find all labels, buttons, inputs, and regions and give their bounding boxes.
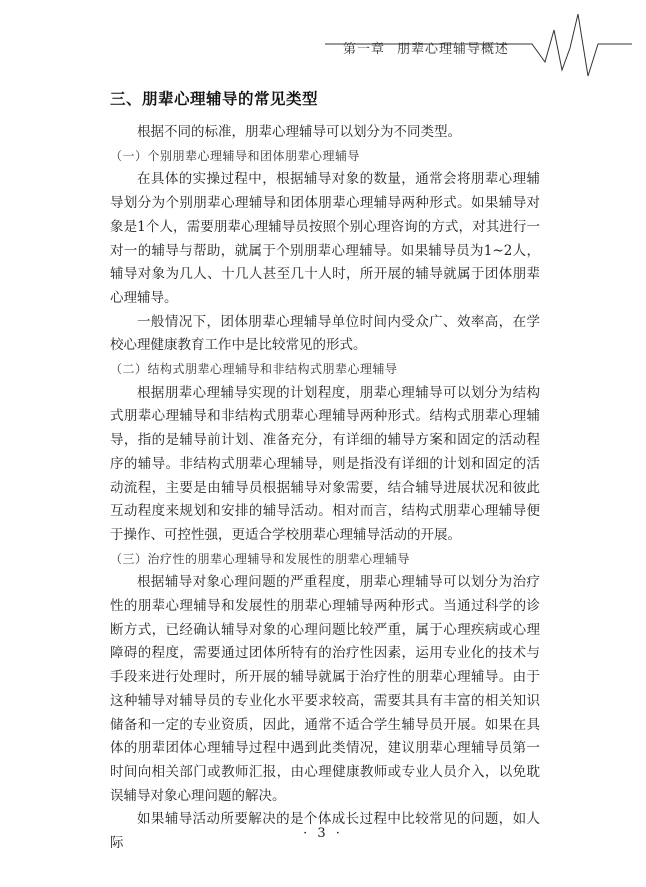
subsection-title-3: （三）治疗性的朋辈心理辅导和发展性的朋辈心理辅导 xyxy=(110,551,411,566)
header-chapter: 第一章 xyxy=(343,42,386,57)
subsection-title-1: （一）个别朋辈心理辅导和团体朋辈心理辅导 xyxy=(110,148,361,163)
main-content xyxy=(110,88,540,856)
header-title xyxy=(343,38,543,57)
section-heading: 三、朋辈心理辅导的常见类型 xyxy=(110,90,319,108)
page-number: · 3 · xyxy=(303,826,343,841)
intro-paragraph: 根据不同的标准，朋辈心理辅导可以划分为不同类型。 xyxy=(137,124,461,140)
subsection-title-2: （二）结构式朋辈心理辅导和非结构式朋辈心理辅导 xyxy=(110,362,398,377)
running-header xyxy=(0,14,646,84)
header-chapter-title: 朋辈心理辅导概述 xyxy=(397,42,510,57)
paragraph-1-2: 一般情况下，团体朋辈心理辅导单位时间内受众广、效率高，在学校心理健康教育工作中是比较常见的形式。 xyxy=(110,313,540,354)
paragraph-3-1: 根据辅导对象心理问题的严重程度，朋辈心理辅导可以划分为治疗性的朋辈心理辅导和发展性的朋辈心理辅导两种形式。当通过科学的诊断方式，已经确认辅导对象的心理问题比较严重，属于心理疾病或心理障碍的程度，需要通过团体所特有的治疗性因素，运用专业化的技术与手段来进行处理时，所开展的辅导就属于治疗性的朋辈心理辅导。由于这种辅导对辅导员的专业化水平要求较高，需要其具有丰富的相关知识储备和一定的专业资质，因此，通常不适合学生辅导员开展。如果在具体的朋辈团体心理辅导过程中遇到此类情况，建议朋辈心理辅导员第一时间向相关部门或教师汇报，由心理健康教师或专业人员介入，以免耽误辅导对象心理问题的解决。 xyxy=(110,574,540,804)
paragraph-2-1: 根据朋辈心理辅导实现的计划程度，朋辈心理辅导可以划分为结构式朋辈心理辅导和非结构式朋辈心理辅导两种形式。结构式朋辈心理辅导，指的是辅导前计划、准备充分，有详细的辅导方案和固定的活动程序的辅导。非结构式朋辈心理辅导，则是指没有详细的计划和固定的活动流程，主要是由辅导员根据辅导对象需要，结合辅导进展状况和彼此互动程度来规划和安排的辅导活动。相对而言，结构式朋辈心理辅导便于操作、可控性强，更适合学校朋辈心理辅导活动的开展。 xyxy=(110,384,540,543)
paragraph-1-1: 在具体的实操过程中，根据辅导对象的数量，通常会将朋辈心理辅导划分为个别朋辈心理辅导和团体朋辈心理辅导两种形式。如果辅导对象是1个人，需要朋辈心理辅导员按照个别心理咨询的方式，对其进行一对一的辅导与帮助，就属于个别朋辈心理辅导。如果辅导员为1~2人，辅导对象为几人、十几人甚至几十人时，所开展的辅导就属于团体朋辈心理辅导。 xyxy=(110,171,540,306)
paragraph-3-2: 如果辅导活动所要解决的是个体成长过程中比较常见的问题，如人际 xyxy=(110,811,540,852)
heartbeat-line-graphic xyxy=(0,14,646,84)
